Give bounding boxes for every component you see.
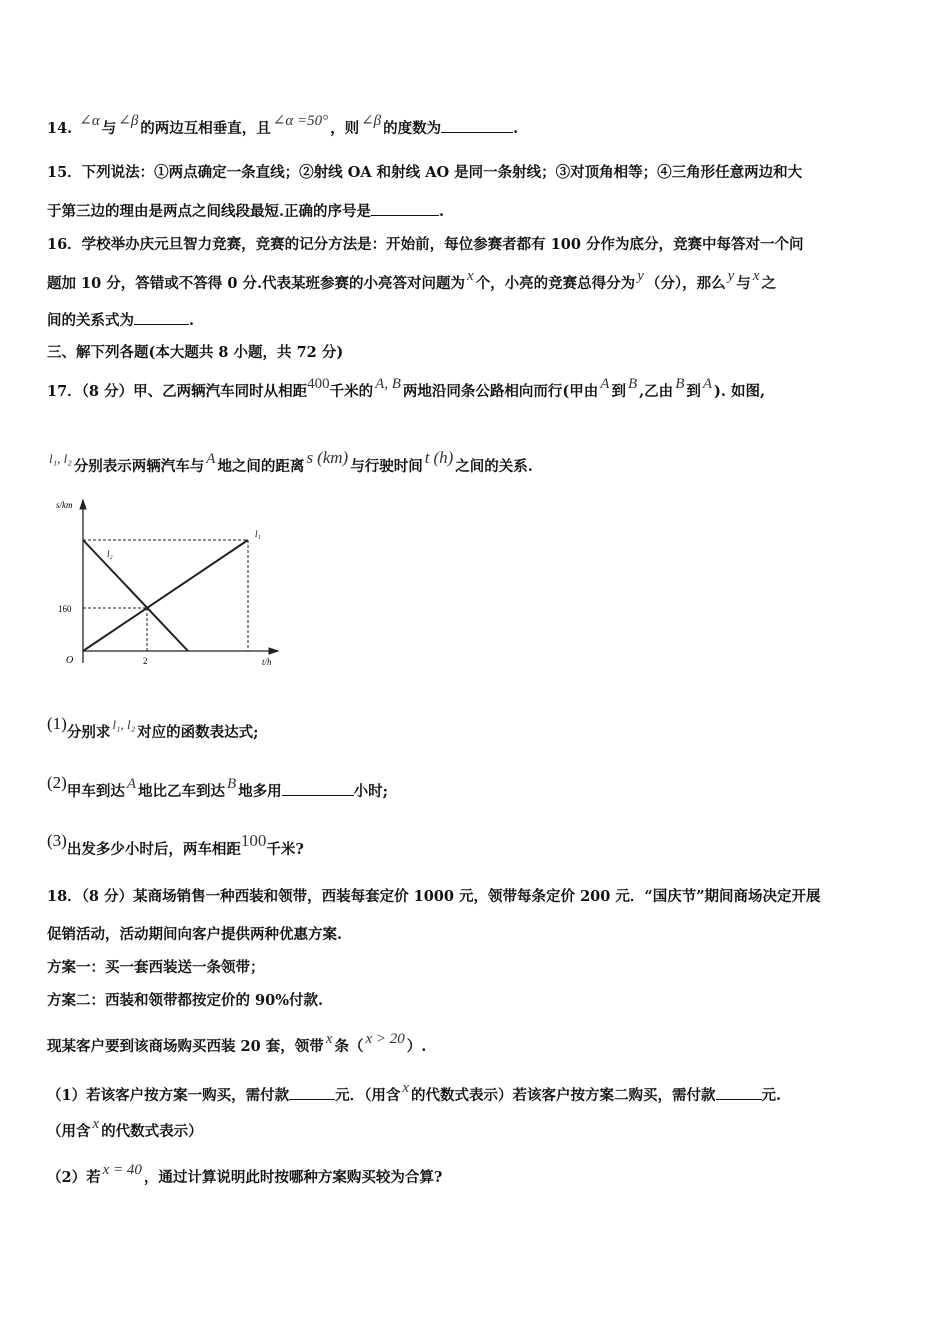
q17-text: ). 如图,: [714, 383, 766, 400]
point-b: B: [227, 776, 237, 792]
question-18-part2: [47, 1162, 443, 1188]
angle-alpha: ∠α: [79, 113, 100, 129]
q18p2-text: ，通过计算说明此时按哪种方案购买较为合算?: [143, 1169, 443, 1186]
question-16-line3: [47, 310, 194, 331]
answer-blank: [371, 201, 439, 216]
var-y: y: [727, 268, 735, 284]
var-x: x: [752, 268, 760, 284]
q18p2-text: （2）若: [47, 1169, 101, 1186]
y-axis-label: s/km: [56, 500, 73, 510]
q17p1-text: 分别求: [66, 724, 111, 741]
q16-text: 之: [761, 275, 776, 292]
point-b: B: [627, 376, 638, 392]
q17-text: ,乙由: [639, 383, 674, 400]
q15-text: .: [439, 203, 445, 220]
q18-text: 现某客户要到该商场购买西装 20 套，领带: [47, 1038, 324, 1055]
point-a: A: [206, 451, 216, 467]
question-17-part2: [47, 773, 389, 802]
q16-text: .: [189, 312, 195, 329]
line-labels: l₁, l₂: [112, 717, 136, 732]
var-y: y: [637, 268, 644, 284]
var-x: x: [325, 1031, 333, 1047]
q17p1-text: 对应的函数表达式;: [137, 724, 259, 741]
answer-blank: [716, 1085, 762, 1100]
angle-equation: ∠α =50°: [272, 113, 329, 129]
q14-text: 与: [101, 120, 117, 137]
answer-blank: [289, 1085, 335, 1100]
section-heading: 三、解下列各题(本大题共 8 小题，共 72 分): [47, 344, 344, 361]
line-labels: l₁, l₂: [49, 451, 72, 466]
condition-x-gt-20: x > 20: [365, 1031, 405, 1047]
question-17-line1: [47, 376, 766, 402]
q18p1-text: 的代数式表示）: [101, 1123, 203, 1140]
question-17-part1: [47, 714, 259, 743]
point-a: A: [126, 776, 136, 792]
q16-text: 与: [736, 275, 751, 292]
q17p2-text: 甲车到达: [66, 783, 125, 800]
question-18-part1-line1: [47, 1080, 782, 1106]
question-18-part1-line2: [47, 1116, 203, 1142]
condition-x-eq-40: x = 40: [102, 1162, 142, 1178]
q17p2-text: 地比乙车到达: [138, 783, 225, 800]
part-number: (1): [47, 714, 67, 733]
distance-400: 400: [307, 376, 330, 392]
q17-text: 地之间的距离: [217, 458, 305, 475]
part-number: (2): [47, 773, 67, 792]
tick-label-160: 160: [58, 604, 72, 614]
q16-text: 个，小亮的竞赛总得分为: [475, 275, 636, 292]
q14-text: .: [513, 120, 519, 137]
q18-text: ）.: [406, 1038, 427, 1055]
q17-text: 两地沿同条公路相向而行(甲由: [402, 383, 599, 400]
distance-100: 100: [240, 831, 267, 850]
q17p2-text: 小时;: [353, 783, 389, 800]
points-ab: A, B: [375, 376, 401, 392]
question-15-line1: 15．下列说法：①两点确定一条直线；②射线 OA 和射线 AO 是同一条射线；③对顶角相等；④三角形任意两边和大: [47, 164, 803, 181]
q18p1-text: （1）若该客户按方案一购买，需付款: [47, 1087, 290, 1104]
x-axis-arrow: [269, 648, 278, 654]
point-a: A: [600, 376, 610, 392]
var-x: x: [467, 268, 474, 284]
var-s: s: [306, 448, 314, 467]
var-t: t: [424, 448, 430, 467]
answer-blank: [134, 310, 189, 325]
answer-blank: [441, 118, 513, 133]
q17-text: 与行驶时间: [350, 458, 423, 475]
q17-text: 分别表示两辆汽车与: [73, 458, 205, 475]
question-17-line2: [47, 448, 533, 477]
q14-text: 的度数为: [383, 120, 442, 137]
angle-beta: ∠β: [118, 113, 139, 129]
q18p1-text: 元.: [761, 1087, 782, 1104]
plan-one: 方案一：买一套西装送一条领带；: [47, 959, 265, 976]
q16-text: 间的关系式为: [47, 312, 134, 329]
line-l2: [83, 540, 188, 651]
point-a: A: [702, 376, 713, 392]
q17-text: 千米的: [329, 383, 374, 400]
q17p2-text: 地多用: [238, 783, 282, 800]
q18p1-text: 元．（用含: [335, 1087, 401, 1104]
answer-blank: [282, 781, 354, 796]
question-18-line5: [47, 1031, 427, 1057]
part-number: (3): [47, 831, 67, 850]
q18-text: 条（: [334, 1038, 364, 1055]
q17-text: 之间的关系.: [455, 458, 533, 475]
angle-beta: ∠β: [361, 113, 382, 129]
var-x: x: [92, 1116, 100, 1132]
label-l1: l₁: [255, 529, 261, 539]
q18p1-text: 的代数式表示）若该客户按方案二购买，需付款: [411, 1087, 716, 1104]
tick-label-2: 2: [143, 656, 148, 666]
q17-text: 17．（8 分）甲、乙两辆汽车同时从相距: [47, 383, 308, 400]
q17-text: 到: [611, 383, 626, 400]
question-18-line1: 18．（8 分）某商场销售一种西装和领带，西装每套定价 1000 元，领带每条定价 200 元．“国庆节”期间商场决定开展: [47, 888, 821, 905]
q14-text: ，则: [330, 120, 360, 137]
x-axis-label: t/h: [262, 657, 272, 667]
unit-km: (km): [317, 448, 349, 467]
origin-label: O: [66, 655, 74, 666]
label-l2: l₂: [107, 549, 113, 559]
question-17-part3: [47, 831, 304, 860]
point-b: B: [675, 376, 685, 392]
plan-two: 方案二：西装和领带都按定价的 90%付款.: [47, 992, 324, 1009]
q17p3-text: 出发多少小时后，两车相距: [66, 841, 241, 858]
question-18-line2: 促销活动，活动期间向客户提供两种优惠方案.: [47, 926, 343, 943]
question-15-line2: [47, 201, 444, 222]
question-16-line2: [47, 268, 776, 294]
q17-text: 到: [686, 383, 701, 400]
q17p3-text: 千米?: [266, 841, 304, 858]
q16-text: 题加 10 分，答错或不答得 0 分.代表某班参赛的小亮答对问题为: [47, 275, 466, 292]
distance-time-graph: [50, 495, 290, 675]
q16-text: （分），那么: [645, 275, 726, 292]
q14-number: 14.: [47, 120, 73, 137]
q15-text: 于第三边的理由是两点之间线段最短.正确的序号是: [47, 203, 372, 220]
unit-h: (h): [433, 448, 454, 467]
question-16-line1: 16．学校举办庆元旦智力竞赛，竞赛的记分方法是：开始前，每位参赛者都有 100 分作为底分，竞赛中每答对一个问: [47, 236, 804, 253]
q14-text: 的两边互相垂直，且: [140, 120, 271, 137]
question-14: [47, 113, 519, 139]
q18p1-text: （用含: [47, 1123, 91, 1140]
y-axis-arrow: [80, 500, 86, 509]
var-x: x: [402, 1080, 410, 1096]
